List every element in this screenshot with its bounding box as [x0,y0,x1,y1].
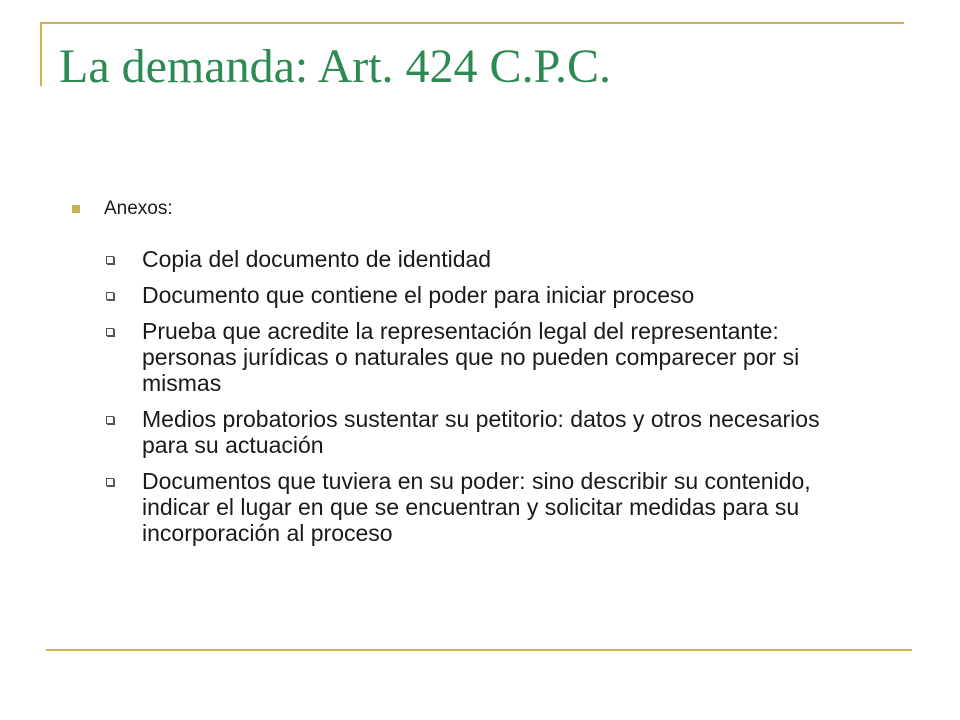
frame-bottom-rule [46,649,912,651]
checkbox-bullet-icon [106,416,114,424]
slide-content [72,196,862,556]
frame-left-rule [40,22,42,86]
section-anexos [72,196,862,222]
checkbox-bullet-icon [106,328,114,336]
annex-item [104,406,862,458]
square-bullet-icon [72,205,80,213]
annex-item [104,318,862,396]
annex-item-text: Documentos que tuviera en su poder: sino describir su contenido, indicar el lugar en que se encuentran y solicitar medidas para su incorporación al proceso [142,468,811,546]
frame-top-rule [40,22,904,24]
section-label: Anexos: [104,198,173,219]
annex-item-text: Copia del documento de identidad [142,246,492,272]
annex-item-text: Prueba que acredite la representación legal del representante: personas jurídicas o naturales que no pueden comparecer por si mismas [142,318,800,396]
annex-list [72,246,862,546]
slide-title: La demanda: Art. 424 C.P.C. [59,40,611,93]
checkbox-bullet-icon [106,478,114,486]
annex-item [104,246,862,272]
checkbox-bullet-icon [106,292,114,300]
checkbox-bullet-icon [106,256,114,264]
annex-item [104,468,862,546]
annex-item-text: Medios probatorios sustentar su petitorio: datos y otros necesarios para su actuación [142,406,820,458]
annex-item-text: Documento que contiene el poder para iniciar proceso [142,282,695,308]
annex-item [104,282,862,308]
